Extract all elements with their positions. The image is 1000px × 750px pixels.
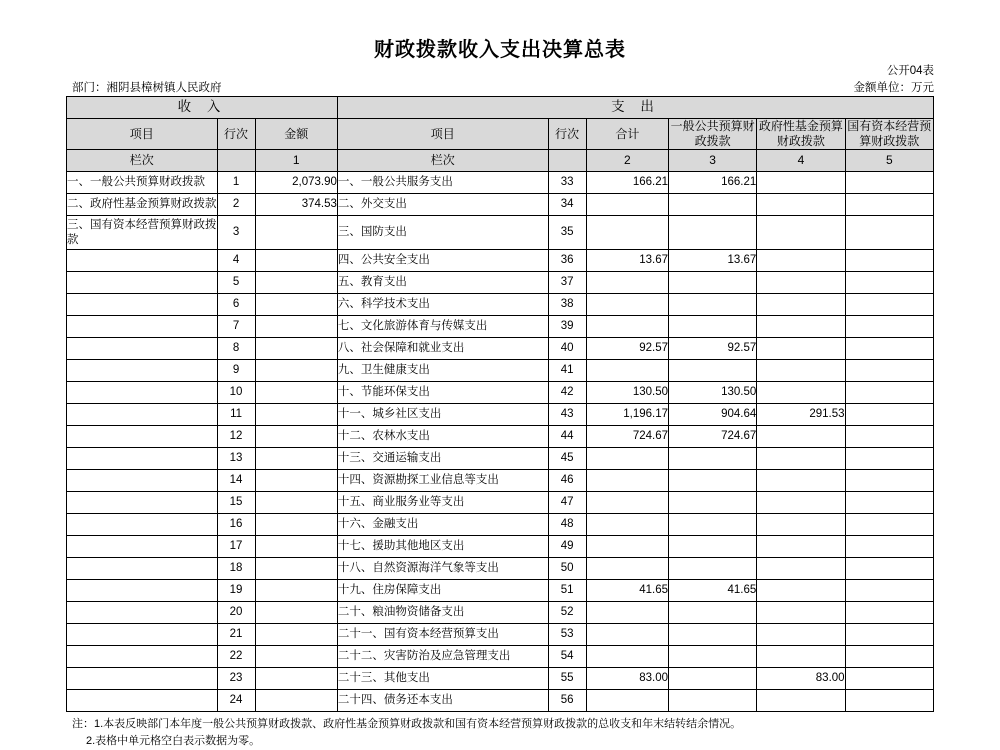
budget-table	[66, 96, 934, 712]
cell-expense-total: 724.67	[586, 426, 668, 448]
lan-number-3: 3	[669, 150, 757, 172]
cell-income-amount: 374.53	[255, 194, 337, 216]
cell-income-amount	[255, 536, 337, 558]
cell-state-capital	[845, 360, 933, 382]
cell-expense-total: 13.67	[586, 250, 668, 272]
cell-income-line: 19	[217, 580, 255, 602]
cell-expense-line: 49	[548, 536, 586, 558]
cell-general-budget: 130.50	[669, 382, 757, 404]
cell-expense-total: 83.00	[586, 668, 668, 690]
cell-general-budget	[669, 216, 757, 250]
cell-income-amount	[255, 294, 337, 316]
cell-income-line: 3	[217, 216, 255, 250]
table-notes	[66, 716, 934, 750]
cell-state-capital	[845, 668, 933, 690]
cell-income-line: 9	[217, 360, 255, 382]
table-row	[67, 172, 934, 194]
cell-income-item	[67, 448, 218, 470]
cell-income-amount	[255, 492, 337, 514]
cell-government-fund	[757, 294, 845, 316]
cell-income-line: 22	[217, 646, 255, 668]
cell-government-fund	[757, 602, 845, 624]
income-group-header: 收 入	[67, 97, 338, 119]
cell-government-fund	[757, 690, 845, 712]
cell-state-capital	[845, 316, 933, 338]
cell-general-budget	[669, 624, 757, 646]
cell-expense-item: 十五、商业服务业等支出	[337, 492, 548, 514]
cell-income-line: 18	[217, 558, 255, 580]
cell-general-budget	[669, 294, 757, 316]
cell-income-amount	[255, 470, 337, 492]
cell-expense-line: 47	[548, 492, 586, 514]
cell-state-capital	[845, 250, 933, 272]
cell-income-line: 5	[217, 272, 255, 294]
cell-income-line: 16	[217, 514, 255, 536]
cell-income-amount	[255, 272, 337, 294]
lan-blank-expense-line	[548, 150, 586, 172]
cell-expense-line: 52	[548, 602, 586, 624]
cell-income-item	[67, 338, 218, 360]
cell-expense-line: 35	[548, 216, 586, 250]
lan-blank-income-line	[217, 150, 255, 172]
cell-government-fund	[757, 316, 845, 338]
cell-expense-item: 二十、粮油物资储备支出	[337, 602, 548, 624]
cell-income-line: 11	[217, 404, 255, 426]
cell-income-item	[67, 360, 218, 382]
cell-government-fund	[757, 216, 845, 250]
cell-expense-total	[586, 514, 668, 536]
table-column-header-row	[67, 119, 934, 150]
cell-state-capital	[845, 404, 933, 426]
cell-state-capital	[845, 272, 933, 294]
cell-income-item: 三、国有资本经营预算财政拨款	[67, 216, 218, 250]
cell-expense-line: 43	[548, 404, 586, 426]
cell-government-fund	[757, 646, 845, 668]
cell-state-capital	[845, 558, 933, 580]
cell-expense-line: 46	[548, 470, 586, 492]
table-row	[67, 580, 934, 602]
cell-income-amount	[255, 426, 337, 448]
cell-expense-line: 54	[548, 646, 586, 668]
cell-expense-line: 34	[548, 194, 586, 216]
cell-government-fund: 291.53	[757, 404, 845, 426]
cell-income-item	[67, 514, 218, 536]
cell-state-capital	[845, 194, 933, 216]
cell-income-item	[67, 316, 218, 338]
cell-general-budget	[669, 514, 757, 536]
cell-expense-item: 二十一、国有资本经营预算支出	[337, 624, 548, 646]
cell-expense-total: 92.57	[586, 338, 668, 360]
cell-income-item	[67, 294, 218, 316]
cell-expense-total	[586, 216, 668, 250]
cell-expense-total	[586, 194, 668, 216]
cell-income-item	[67, 382, 218, 404]
cell-state-capital	[845, 536, 933, 558]
cell-expense-item: 十、节能环保支出	[337, 382, 548, 404]
cell-income-item	[67, 492, 218, 514]
cell-expense-total	[586, 558, 668, 580]
cell-expense-total	[586, 316, 668, 338]
cell-expense-line: 45	[548, 448, 586, 470]
cell-general-budget: 13.67	[669, 250, 757, 272]
cell-income-amount	[255, 404, 337, 426]
cell-expense-item: 二、外交支出	[337, 194, 548, 216]
lan-label-expense: 栏次	[337, 150, 548, 172]
cell-expense-total	[586, 690, 668, 712]
cell-expense-total: 130.50	[586, 382, 668, 404]
cell-income-line: 2	[217, 194, 255, 216]
cell-state-capital	[845, 514, 933, 536]
cell-income-line: 10	[217, 382, 255, 404]
cell-government-fund	[757, 250, 845, 272]
cell-expense-line: 44	[548, 426, 586, 448]
cell-government-fund: 83.00	[757, 668, 845, 690]
cell-government-fund	[757, 470, 845, 492]
cell-general-budget	[669, 536, 757, 558]
cell-income-item	[67, 250, 218, 272]
cell-general-budget: 41.65	[669, 580, 757, 602]
cell-general-budget: 92.57	[669, 338, 757, 360]
cell-expense-total	[586, 448, 668, 470]
cell-expense-total	[586, 272, 668, 294]
cell-expense-item: 八、社会保障和就业支出	[337, 338, 548, 360]
table-row	[67, 602, 934, 624]
cell-general-budget	[669, 470, 757, 492]
cell-state-capital	[845, 602, 933, 624]
cell-expense-line: 37	[548, 272, 586, 294]
cell-income-line: 8	[217, 338, 255, 360]
cell-general-budget	[669, 360, 757, 382]
note-line-1: 注：1.本表反映部门本年度一般公共预算财政拨款、政府性基金预算财政拨款和国有资本经营预算财政拨款的总收支和年末结转结余情况。	[72, 718, 742, 730]
lan-number-5: 5	[845, 150, 933, 172]
table-row	[67, 216, 934, 250]
cell-general-budget: 904.64	[669, 404, 757, 426]
table-row	[67, 690, 934, 712]
department-label: 部门：湘阴县樟树镇人民政府	[72, 82, 222, 94]
cell-expense-total	[586, 470, 668, 492]
cell-income-amount: 2,073.90	[255, 172, 337, 194]
cell-state-capital	[845, 646, 933, 668]
table-row	[67, 272, 934, 294]
cell-expense-line: 55	[548, 668, 586, 690]
cell-income-line: 21	[217, 624, 255, 646]
cell-income-line: 15	[217, 492, 255, 514]
cell-government-fund	[757, 194, 845, 216]
table-row	[67, 514, 934, 536]
cell-general-budget	[669, 690, 757, 712]
cell-expense-item: 二十三、其他支出	[337, 668, 548, 690]
cell-income-line: 6	[217, 294, 255, 316]
cell-state-capital	[845, 294, 933, 316]
cell-expense-total	[586, 624, 668, 646]
cell-expense-line: 40	[548, 338, 586, 360]
cell-expense-item: 九、卫生健康支出	[337, 360, 548, 382]
cell-income-amount	[255, 514, 337, 536]
table-row	[67, 536, 934, 558]
cell-state-capital	[845, 492, 933, 514]
col-income-amount: 金额	[255, 119, 337, 150]
table-row	[67, 338, 934, 360]
cell-expense-total: 166.21	[586, 172, 668, 194]
cell-expense-line: 56	[548, 690, 586, 712]
cell-government-fund	[757, 338, 845, 360]
cell-expense-total	[586, 360, 668, 382]
cell-general-budget	[669, 448, 757, 470]
cell-expense-line: 53	[548, 624, 586, 646]
cell-expense-item: 十四、资源勘探工业信息等支出	[337, 470, 548, 492]
cell-government-fund	[757, 558, 845, 580]
table-row	[67, 250, 934, 272]
cell-general-budget: 166.21	[669, 172, 757, 194]
cell-expense-item: 十九、住房保障支出	[337, 580, 548, 602]
cell-state-capital	[845, 690, 933, 712]
lan-number-1: 1	[255, 150, 337, 172]
cell-income-item	[67, 580, 218, 602]
col-expense-total: 合计	[586, 119, 668, 150]
amount-unit-label: 金额单位：万元	[853, 82, 934, 94]
cell-expense-item: 十三、交通运输支出	[337, 448, 548, 470]
cell-income-amount	[255, 448, 337, 470]
cell-expense-item: 二十四、债务还本支出	[337, 690, 548, 712]
cell-expense-item: 五、教育支出	[337, 272, 548, 294]
table-body	[67, 172, 934, 712]
cell-expense-item: 十一、城乡社区支出	[337, 404, 548, 426]
cell-income-line: 1	[217, 172, 255, 194]
cell-general-budget	[669, 194, 757, 216]
cell-government-fund	[757, 492, 845, 514]
cell-expense-line: 41	[548, 360, 586, 382]
table-row	[67, 492, 934, 514]
cell-state-capital	[845, 382, 933, 404]
cell-government-fund	[757, 514, 845, 536]
cell-general-budget	[669, 492, 757, 514]
cell-expense-line: 50	[548, 558, 586, 580]
cell-income-amount	[255, 216, 337, 250]
cell-income-line: 7	[217, 316, 255, 338]
cell-income-line: 20	[217, 602, 255, 624]
public-form-number: 公开04表	[886, 65, 934, 77]
cell-expense-line: 38	[548, 294, 586, 316]
cell-income-amount	[255, 602, 337, 624]
cell-expense-line: 51	[548, 580, 586, 602]
table-row	[67, 448, 934, 470]
cell-state-capital	[845, 624, 933, 646]
table-row	[67, 646, 934, 668]
cell-income-line: 23	[217, 668, 255, 690]
cell-income-item: 一、一般公共预算财政拨款	[67, 172, 218, 194]
cell-expense-item: 十六、金融支出	[337, 514, 548, 536]
table-row	[67, 624, 934, 646]
cell-income-item	[67, 646, 218, 668]
cell-expense-total	[586, 536, 668, 558]
lan-number-2: 2	[586, 150, 668, 172]
cell-income-line: 13	[217, 448, 255, 470]
cell-expense-total	[586, 492, 668, 514]
col-expense-line: 行次	[548, 119, 586, 150]
cell-expense-item: 十二、农林水支出	[337, 426, 548, 448]
cell-government-fund	[757, 624, 845, 646]
cell-income-item	[67, 426, 218, 448]
cell-income-item	[67, 272, 218, 294]
col-state-capital: 国有资本经营预算财政拨款	[845, 119, 933, 150]
table-row	[67, 194, 934, 216]
cell-expense-total	[586, 294, 668, 316]
cell-state-capital	[845, 580, 933, 602]
page-title: 财政拨款收入支出决算总表	[374, 39, 626, 61]
cell-income-item	[67, 470, 218, 492]
expense-group-header: 支 出	[337, 97, 933, 119]
cell-government-fund	[757, 536, 845, 558]
cell-expense-item: 一、一般公共服务支出	[337, 172, 548, 194]
cell-general-budget	[669, 316, 757, 338]
cell-income-amount	[255, 558, 337, 580]
cell-income-line: 24	[217, 690, 255, 712]
cell-expense-item: 十七、援助其他地区支出	[337, 536, 548, 558]
col-government-fund: 政府性基金预算财政拨款	[757, 119, 845, 150]
lan-number-4: 4	[757, 150, 845, 172]
cell-expense-item: 七、文化旅游体育与传媒支出	[337, 316, 548, 338]
cell-income-amount	[255, 668, 337, 690]
cell-government-fund	[757, 382, 845, 404]
cell-general-budget	[669, 272, 757, 294]
cell-income-item	[67, 668, 218, 690]
col-expense-item: 项目	[337, 119, 548, 150]
cell-government-fund	[757, 172, 845, 194]
cell-income-item	[67, 690, 218, 712]
table-row	[67, 668, 934, 690]
cell-expense-total	[586, 602, 668, 624]
cell-expense-item: 四、公共安全支出	[337, 250, 548, 272]
table-row	[67, 470, 934, 492]
cell-government-fund	[757, 426, 845, 448]
cell-general-budget	[669, 602, 757, 624]
cell-government-fund	[757, 360, 845, 382]
cell-income-amount	[255, 646, 337, 668]
cell-general-budget	[669, 558, 757, 580]
cell-government-fund	[757, 580, 845, 602]
cell-income-item	[67, 404, 218, 426]
cell-expense-total	[586, 646, 668, 668]
cell-expense-line: 39	[548, 316, 586, 338]
cell-income-amount	[255, 690, 337, 712]
cell-expense-total: 1,196.17	[586, 404, 668, 426]
cell-government-fund	[757, 272, 845, 294]
cell-expense-line: 48	[548, 514, 586, 536]
cell-income-item	[67, 602, 218, 624]
cell-expense-item: 二十二、灾害防治及应急管理支出	[337, 646, 548, 668]
cell-income-amount	[255, 580, 337, 602]
cell-expense-item: 十八、自然资源海洋气象等支出	[337, 558, 548, 580]
table-row	[67, 382, 934, 404]
cell-income-amount	[255, 624, 337, 646]
cell-income-amount	[255, 250, 337, 272]
cell-expense-line: 33	[548, 172, 586, 194]
table-row	[67, 558, 934, 580]
table-group-header-row	[67, 97, 934, 119]
cell-expense-total: 41.65	[586, 580, 668, 602]
cell-income-amount	[255, 360, 337, 382]
cell-income-item: 二、政府性基金预算财政拨款	[67, 194, 218, 216]
cell-state-capital	[845, 426, 933, 448]
cell-income-line: 14	[217, 470, 255, 492]
table-row	[67, 316, 934, 338]
lan-label-income: 栏次	[67, 150, 218, 172]
cell-state-capital	[845, 216, 933, 250]
cell-income-amount	[255, 338, 337, 360]
cell-expense-item: 三、国防支出	[337, 216, 548, 250]
document-meta	[66, 62, 934, 96]
cell-expense-line: 36	[548, 250, 586, 272]
cell-state-capital	[845, 448, 933, 470]
cell-expense-line: 42	[548, 382, 586, 404]
cell-income-item	[67, 624, 218, 646]
cell-income-line: 17	[217, 536, 255, 558]
table-row	[67, 294, 934, 316]
cell-state-capital	[845, 172, 933, 194]
cell-income-line: 4	[217, 250, 255, 272]
cell-general-budget	[669, 668, 757, 690]
cell-income-line: 12	[217, 426, 255, 448]
cell-income-amount	[255, 316, 337, 338]
cell-state-capital	[845, 470, 933, 492]
cell-general-budget	[669, 646, 757, 668]
cell-general-budget: 724.67	[669, 426, 757, 448]
cell-expense-item: 六、科学技术支出	[337, 294, 548, 316]
cell-income-item	[67, 558, 218, 580]
cell-government-fund	[757, 448, 845, 470]
table-row	[67, 426, 934, 448]
col-general-budget: 一般公共预算财政拨款	[669, 119, 757, 150]
cell-state-capital	[845, 338, 933, 360]
cell-income-amount	[255, 382, 337, 404]
col-income-item: 项目	[67, 119, 218, 150]
table-row	[67, 360, 934, 382]
col-income-line: 行次	[217, 119, 255, 150]
cell-income-item	[67, 536, 218, 558]
table-column-number-row	[67, 150, 934, 172]
table-row	[67, 404, 934, 426]
note-line-2: 2.表格中单元格空白表示数据为零。	[86, 735, 261, 748]
